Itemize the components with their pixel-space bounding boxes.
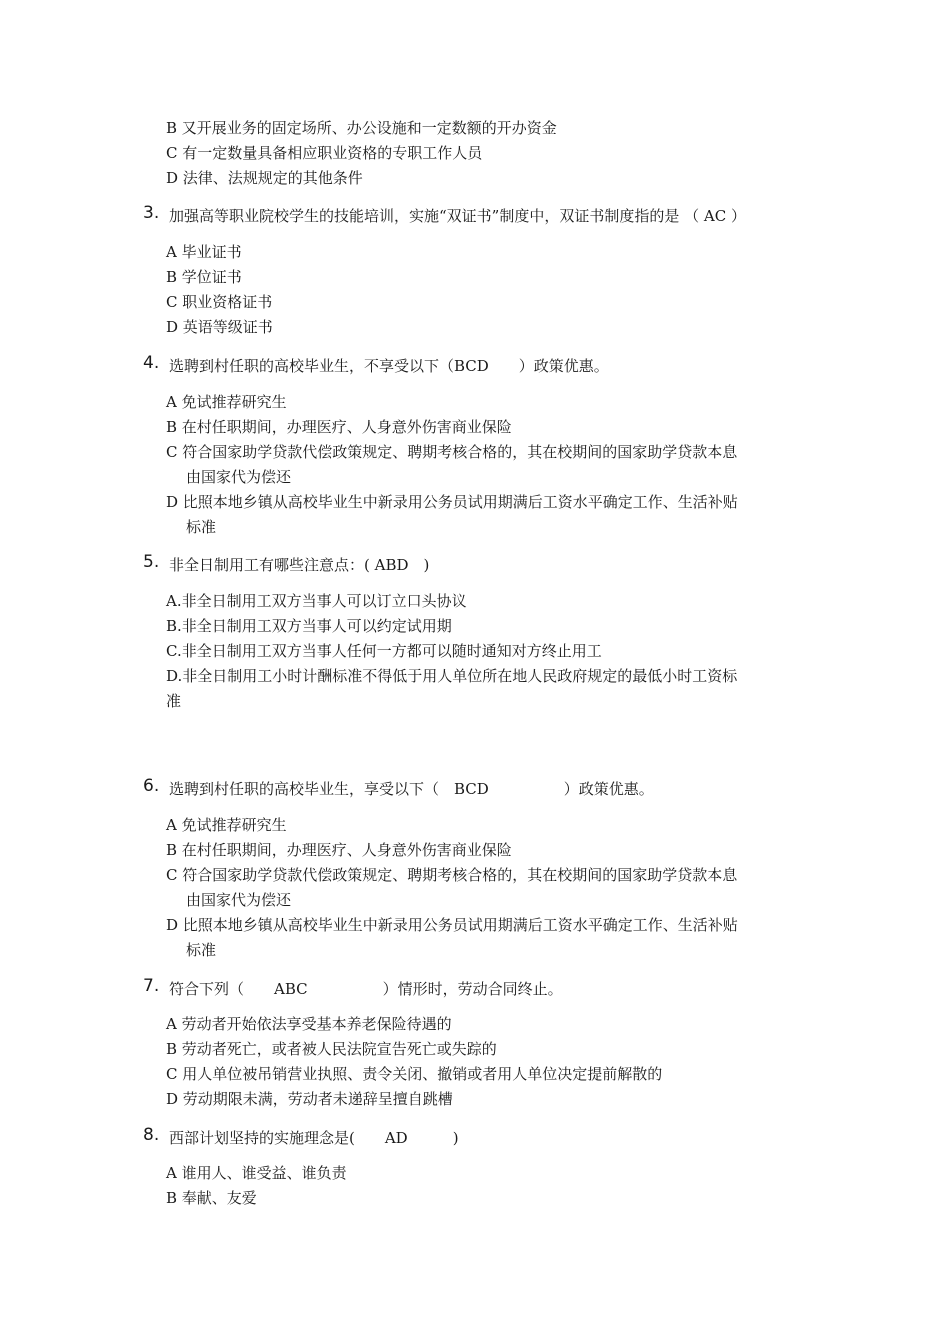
question-stem: 非全日制用工有哪些注意点：( ABD ) bbox=[169, 556, 430, 574]
question-stem: 选聘到村任职的高校毕业生，享受以下（ BCD ）政策优惠。 bbox=[169, 780, 654, 798]
question-number: 4. bbox=[143, 353, 160, 373]
option-line: B 在村任职期间，办理医疗、人身意外伤害商业保险 bbox=[166, 418, 512, 436]
option-line: D 英语等级证书 bbox=[166, 318, 273, 336]
question-7 bbox=[143, 977, 563, 1001]
option-line: B 学位证书 bbox=[166, 268, 242, 286]
option-line: B 奉献、友爱 bbox=[166, 1189, 257, 1207]
question-number: 8. bbox=[143, 1125, 160, 1145]
option-line: A 毕业证书 bbox=[166, 243, 242, 261]
question-stem: 西部计划坚持的实施理念是( AD ) bbox=[169, 1129, 459, 1147]
question-stem: 加强高等职业院校学生的技能培训，实施“双证书”制度中，双证书制度指的是 （ AC ） bbox=[169, 207, 746, 225]
option-continuation: 标准 bbox=[186, 941, 217, 959]
option-line: C.非全日制用工双方当事人任何一方都可以随时通知对方终止用工 bbox=[166, 642, 602, 660]
question-8 bbox=[143, 1126, 459, 1150]
option-line: C 职业资格证书 bbox=[166, 293, 273, 311]
question-5 bbox=[143, 553, 429, 577]
option-line: B 又开展业务的固定场所、办公设施和一定数额的开办资金 bbox=[166, 119, 557, 137]
option-line: D.非全日制用工小时计酬标准不得低于用人单位所在地人民政府规定的最低小时工资标 bbox=[166, 667, 738, 685]
option-line: B 在村任职期间，办理医疗、人身意外伤害商业保险 bbox=[166, 841, 512, 859]
option-line: A.非全日制用工双方当事人可以订立口头协议 bbox=[166, 592, 467, 610]
option-line: C 用人单位被吊销营业执照、责令关闭、撤销或者用人单位决定提前解散的 bbox=[166, 1065, 663, 1083]
option-continuation: 标准 bbox=[186, 518, 217, 536]
option-continuation: 准 bbox=[166, 692, 182, 710]
option-line: C 符合国家助学贷款代偿政策规定、聘期考核合格的，其在校期间的国家助学贷款本息 bbox=[166, 866, 738, 884]
option-line: D 比照本地乡镇从高校毕业生中新录用公务员试用期满后工资水平确定工作、生活补贴 bbox=[166, 493, 738, 511]
option-line: C 有一定数量具备相应职业资格的专职工作人员 bbox=[166, 144, 483, 162]
option-line: B.非全日制用工双方当事人可以约定试用期 bbox=[166, 617, 452, 635]
question-number: 7. bbox=[143, 976, 160, 996]
option-line: C 符合国家助学贷款代偿政策规定、聘期考核合格的，其在校期间的国家助学贷款本息 bbox=[166, 443, 738, 461]
option-continuation: 由国家代为偿还 bbox=[186, 891, 292, 909]
option-line: A 谁用人、谁受益、谁负责 bbox=[166, 1164, 347, 1182]
option-continuation: 由国家代为偿还 bbox=[186, 468, 292, 486]
question-stem: 选聘到村任职的高校毕业生，不享受以下（BCD ）政策优惠。 bbox=[169, 357, 609, 375]
question-number: 5. bbox=[143, 552, 160, 572]
option-line: A 免试推荐研究生 bbox=[166, 393, 287, 411]
question-stem: 符合下列（ ABC ）情形时，劳动合同终止。 bbox=[169, 980, 563, 998]
question-number: 3. bbox=[143, 203, 160, 223]
option-line: A 免试推荐研究生 bbox=[166, 816, 287, 834]
option-line: B 劳动者死亡，或者被人民法院宣告死亡或失踪的 bbox=[166, 1040, 497, 1058]
option-line: D 比照本地乡镇从高校毕业生中新录用公务员试用期满后工资水平确定工作、生活补贴 bbox=[166, 916, 738, 934]
option-line: D 劳动期限未满，劳动者未递辞呈擅自跳槽 bbox=[166, 1090, 453, 1108]
option-line: D 法律、法规规定的其他条件 bbox=[166, 169, 363, 187]
question-6 bbox=[143, 777, 654, 801]
question-3 bbox=[143, 204, 746, 228]
question-number: 6. bbox=[143, 776, 160, 796]
option-line: A 劳动者开始依法享受基本养老保险待遇的 bbox=[166, 1015, 452, 1033]
question-4 bbox=[143, 354, 609, 378]
